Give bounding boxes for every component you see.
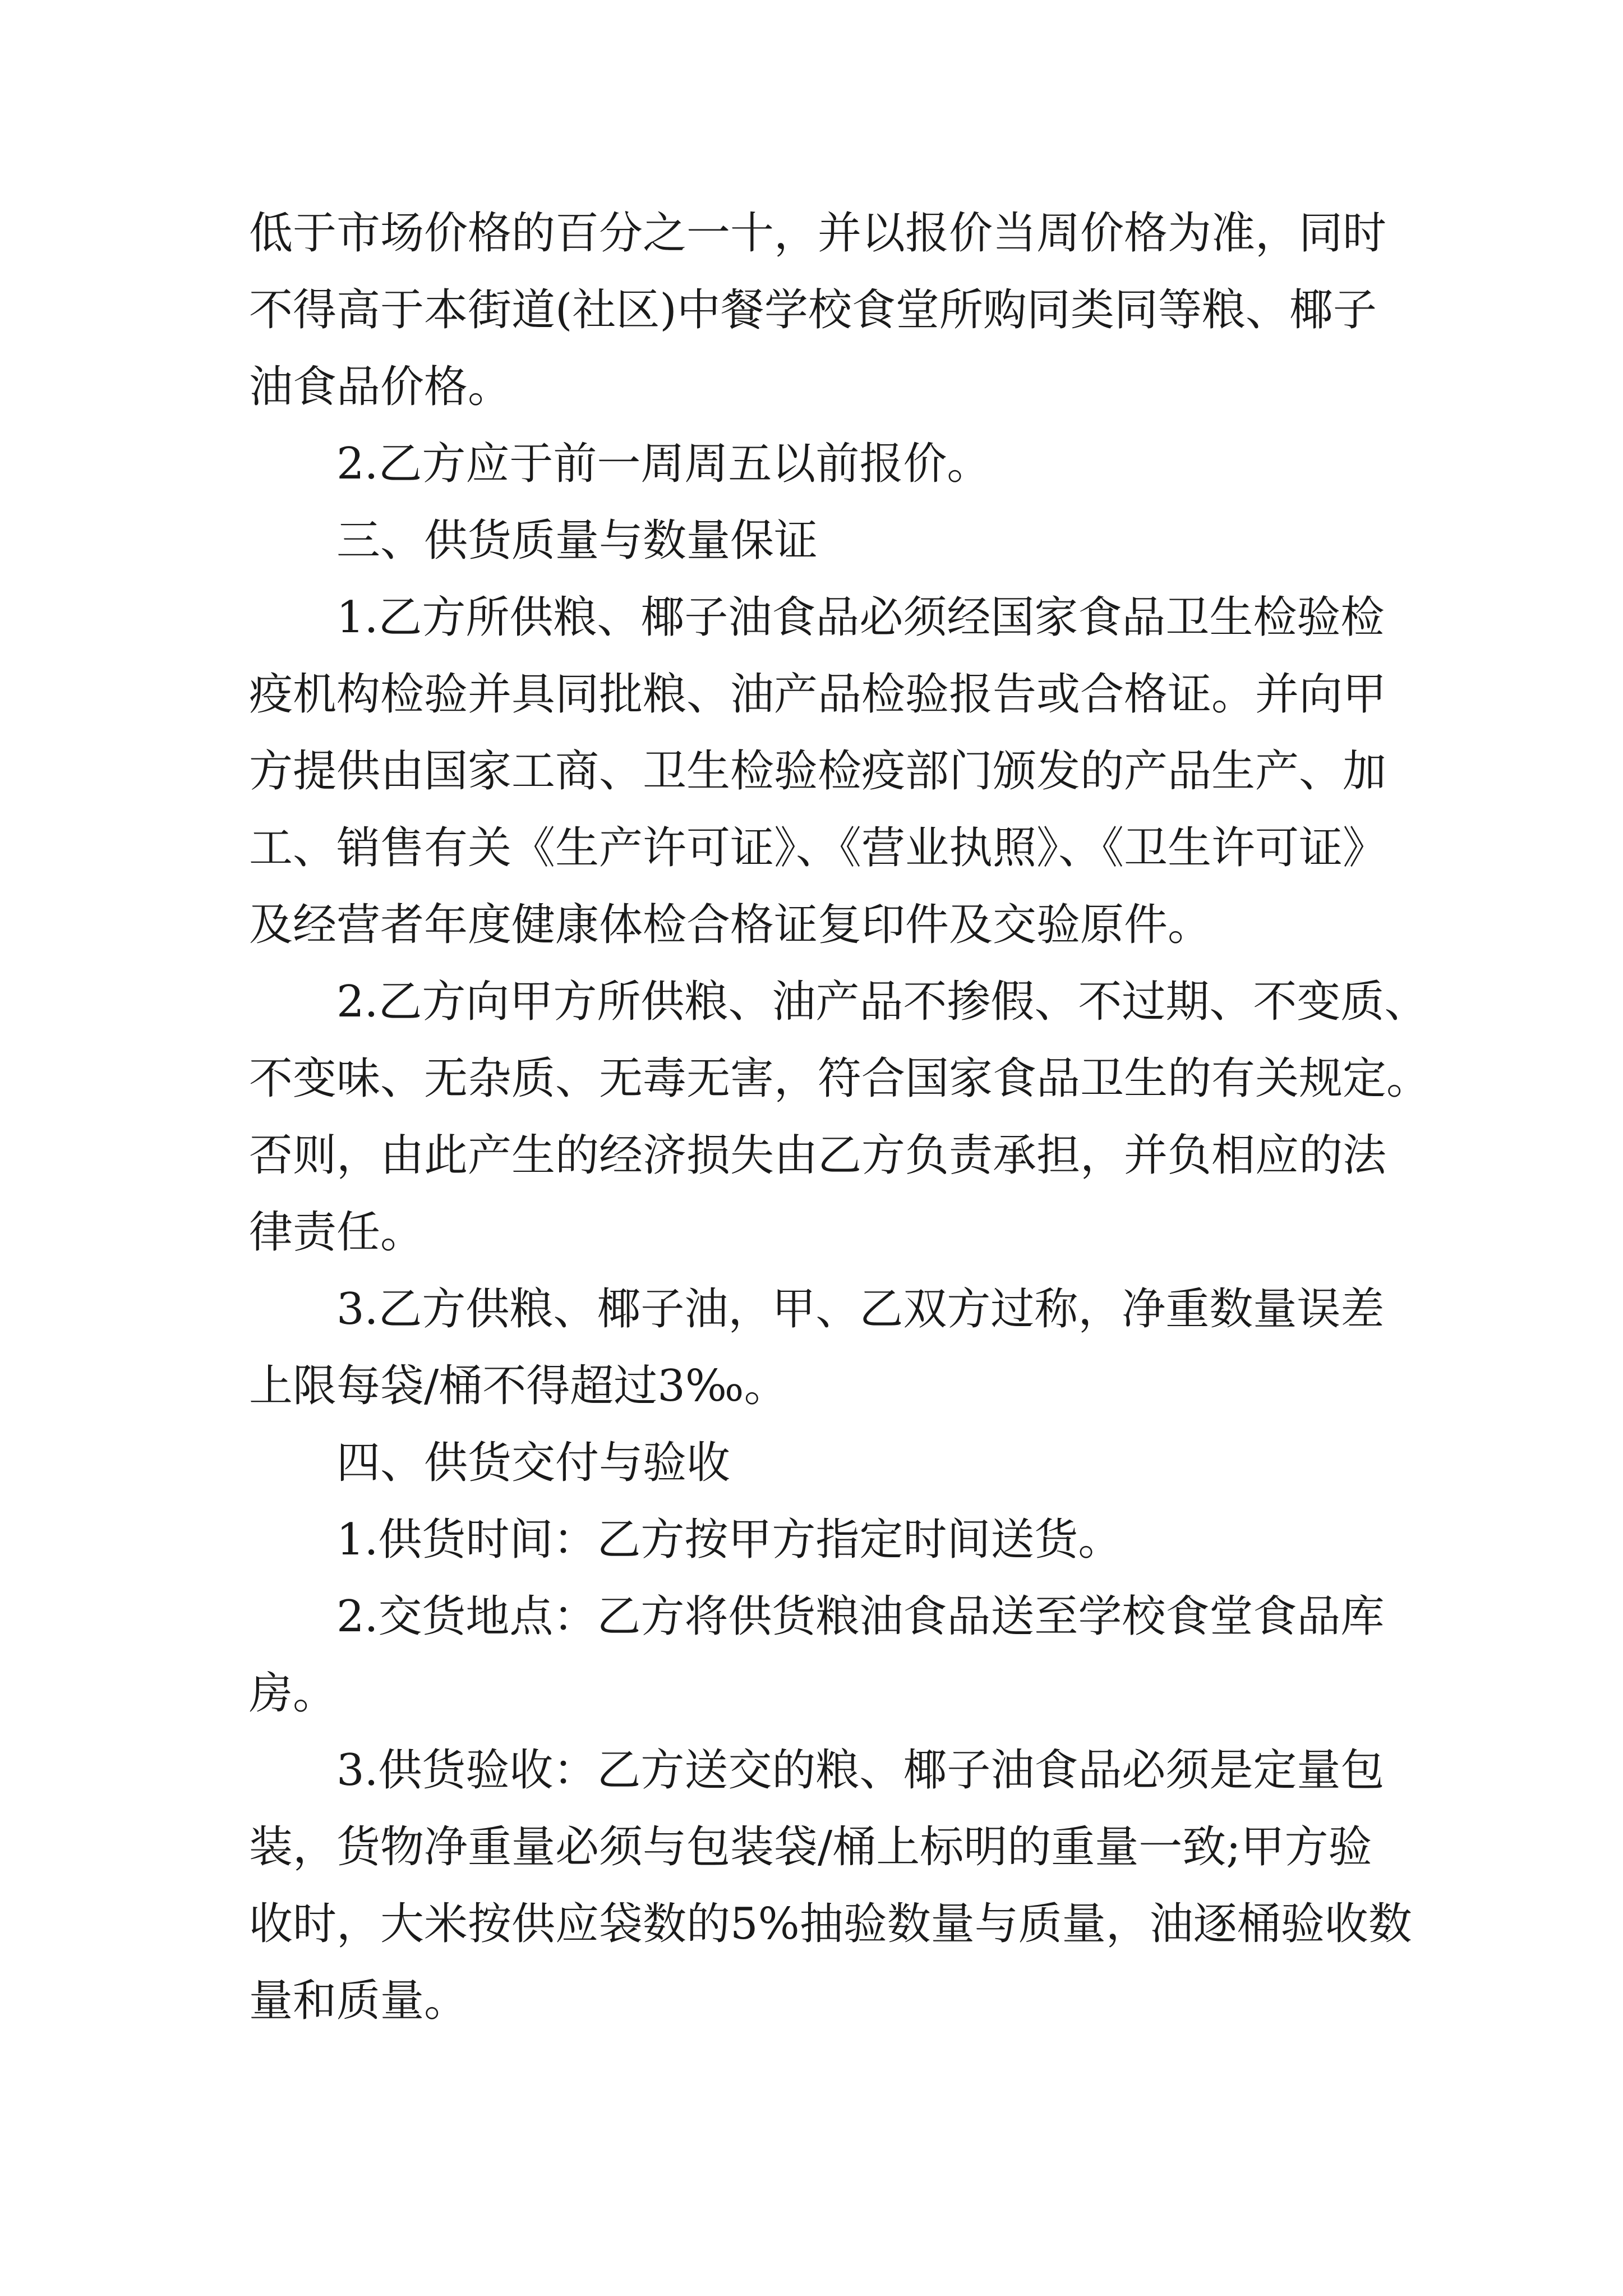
text-line: 疫机构检验并具同批粮、油产品检验报告或合格证。并向甲: [249, 669, 1387, 720]
text-line: 不变味、无杂质、无毒无害，符合国家食品卫生的有关规定。: [249, 1053, 1431, 1104]
text-line: 低于市场价格的百分之一十，并以报价当周价格为准，同时: [249, 208, 1387, 259]
section-heading: 三、供货质量与数量保证: [336, 516, 818, 566]
text-line: 不得高于本街道(社区)中餐学校食堂所购同类同等粮、椰子: [249, 285, 1377, 335]
text-line: 工、销售有关《生产许可证》、《营业执照》、《卫生许可证》: [249, 823, 1387, 873]
text-line: 上限每袋/桶不得超过3‰。: [249, 1361, 788, 1411]
text-line: 及经营者年度健康体检合格证复印件及交验原件。: [249, 900, 1212, 950]
text-line: 否则，由此产生的经济损失由乙方负责承担，并负相应的法: [249, 1130, 1387, 1181]
document-body: [249, 195, 1431, 2040]
text-line: 2.乙方应于前一周周五以前报价。: [336, 439, 991, 489]
text-line: 量和质量。: [249, 1976, 468, 2026]
text-line: 1.供货时间：乙方按甲方指定时间送货。: [336, 1515, 1122, 1565]
text-line: 律责任。: [249, 1207, 425, 1258]
text-line: 1.乙方所供粮、椰子油食品必须经国家食品卫生检验检: [336, 592, 1385, 643]
text-line: 房。: [249, 1668, 337, 1719]
text-line: 装，货物净重量必须与包装袋/桶上标明的重量一致;甲方验: [249, 1822, 1372, 1872]
text-line: 收时，大米按供应袋数的5%抽验数量与质量，油逐桶验收数: [249, 1899, 1412, 1949]
text-line: 2.乙方向甲方所供粮、油产品不掺假、不过期、不变质、: [336, 977, 1428, 1027]
section-heading: 四、供货交付与验收: [336, 1438, 731, 1488]
text-line: 3.供货验收：乙方送交的粮、椰子油食品必须是定量包: [336, 1745, 1385, 1796]
text-line: 方提供由国家工商、卫生检验检疫部门颁发的产品生产、加: [249, 746, 1387, 797]
text-line: 油食品价格。: [249, 362, 512, 412]
text-line: 2.交货地点：乙方将供货粮油食品送至学校食堂食品库: [336, 1591, 1385, 1642]
text-line: 3.乙方供粮、椰子油，甲、乙双方过称，净重数量误差: [336, 1284, 1385, 1335]
